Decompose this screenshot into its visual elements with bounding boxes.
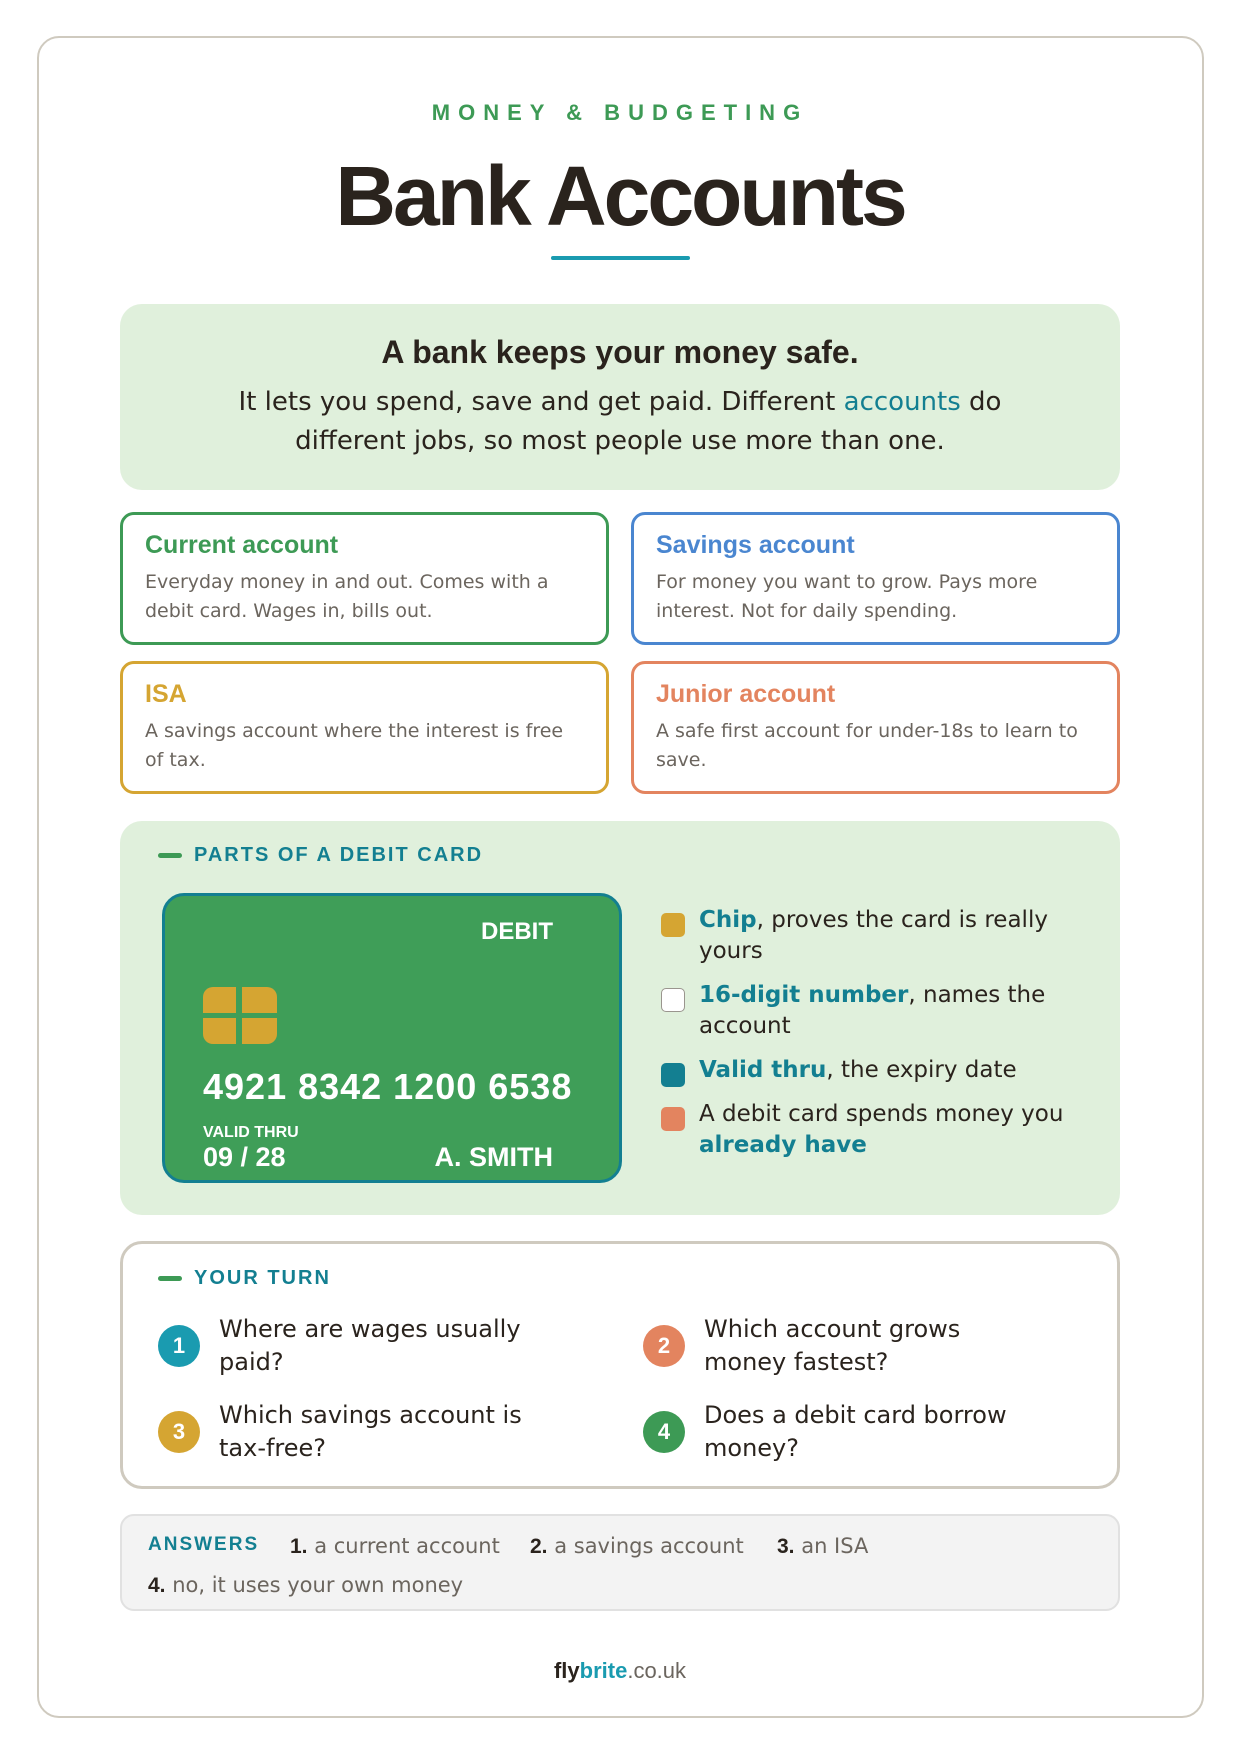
legend-key: 16-digit number bbox=[699, 982, 909, 1008]
card-number: 4921 8342 1200 6538 bbox=[203, 1066, 573, 1107]
question-text: Where are wages usually paid? bbox=[219, 1315, 521, 1376]
question-text: Does a debit card borrow money? bbox=[704, 1401, 1007, 1462]
question-text: Which account grows money fastest? bbox=[704, 1315, 961, 1376]
answer-item: 1. a current account bbox=[290, 1534, 500, 1558]
legend-key: already have bbox=[699, 1132, 867, 1158]
legend-text: , the expiry date bbox=[826, 1057, 1017, 1083]
legend-swatch bbox=[661, 988, 685, 1012]
account-description: A savings account where the interest is free of tax. bbox=[145, 720, 564, 771]
your-turn-title: YOUR TURN bbox=[194, 1267, 331, 1289]
intro-highlight: accounts bbox=[843, 387, 961, 417]
question-number-badge: 1 bbox=[158, 1325, 200, 1367]
account-title: Junior account bbox=[656, 680, 836, 708]
brand-part: fly bbox=[553, 1658, 580, 1683]
valid-thru-label: VALID THRU bbox=[203, 1124, 299, 1141]
chip-icon bbox=[203, 987, 277, 1044]
intro-text-1: It lets you spend, save and get paid. Different bbox=[238, 387, 844, 417]
account-title: Savings account bbox=[656, 531, 855, 559]
debit-card-illustration bbox=[162, 893, 622, 1183]
debit-section-title: PARTS OF A DEBIT CARD bbox=[194, 844, 484, 866]
legend-text: , names the account bbox=[699, 982, 1046, 1039]
question-item bbox=[158, 1313, 558, 1379]
legend-swatch bbox=[661, 1107, 685, 1131]
card-parts-legend bbox=[661, 905, 1091, 1174]
dash-icon bbox=[158, 853, 182, 858]
intro-text-2: do different jobs, so most people use more than one. bbox=[295, 387, 1002, 456]
legend-item-debit-note bbox=[661, 1099, 1091, 1161]
title-underline bbox=[551, 256, 690, 260]
account-description: A safe first account for under-18s to learn to save. bbox=[656, 720, 1078, 771]
account-title: Current account bbox=[145, 531, 339, 559]
question-number-badge: 4 bbox=[643, 1411, 685, 1453]
legend-item-valid-thru bbox=[661, 1055, 1091, 1086]
account-card-isa bbox=[120, 661, 609, 794]
legend-key: Valid thru bbox=[699, 1057, 827, 1083]
card-expiry: 09 / 28 bbox=[203, 1142, 286, 1172]
your-turn-panel bbox=[120, 1241, 1120, 1489]
brand-part: brite bbox=[579, 1658, 628, 1683]
legend-swatch bbox=[661, 1063, 685, 1087]
account-title: ISA bbox=[145, 680, 187, 708]
account-card-current bbox=[120, 512, 609, 645]
dash-icon bbox=[158, 1276, 182, 1281]
answers-label: ANSWERS bbox=[148, 1534, 260, 1555]
question-text: Which savings account is tax-free? bbox=[219, 1401, 522, 1462]
your-turn-heading bbox=[158, 1267, 331, 1290]
answers-box bbox=[120, 1514, 1120, 1611]
question-number-badge: 2 bbox=[643, 1325, 685, 1367]
answer-item: 3. an ISA bbox=[777, 1534, 869, 1558]
question-item bbox=[158, 1399, 558, 1465]
intro-body bbox=[190, 383, 1050, 461]
page-title: Bank Accounts bbox=[335, 149, 905, 243]
eyebrow-label: MONEY & BUDGETING bbox=[431, 100, 809, 125]
legend-item-chip bbox=[661, 905, 1091, 967]
account-description: For money you want to grow. Pays more interest. Not for daily spending. bbox=[656, 571, 1038, 622]
account-card-savings bbox=[631, 512, 1120, 645]
question-number-badge: 3 bbox=[158, 1411, 200, 1453]
legend-swatch bbox=[661, 913, 685, 937]
debit-section-heading bbox=[158, 844, 483, 867]
account-description: Everyday money in and out. Comes with a debit card. Wages in, bills out. bbox=[145, 571, 549, 622]
question-item bbox=[643, 1313, 1043, 1379]
question-item bbox=[643, 1399, 1043, 1465]
brand-domain: .co.uk bbox=[627, 1658, 687, 1683]
intro-panel bbox=[120, 304, 1120, 490]
cardholder-name: A. SMITH bbox=[434, 1142, 553, 1172]
legend-item-number bbox=[661, 980, 1091, 1042]
account-card-junior bbox=[631, 661, 1120, 794]
legend-text: A debit card spends money you bbox=[699, 1101, 1064, 1127]
answer-item: 4. no, it uses your own money bbox=[148, 1573, 464, 1597]
footer-brand bbox=[0, 1658, 1240, 1684]
debit-card-panel bbox=[120, 821, 1120, 1215]
intro-heading: A bank keeps your money safe. bbox=[381, 334, 859, 370]
answer-item: 2. a savings account bbox=[530, 1534, 744, 1558]
card-type-label: DEBIT bbox=[481, 918, 553, 945]
legend-text: , proves the card is really yours bbox=[699, 907, 1048, 964]
legend-key: Chip bbox=[699, 907, 757, 933]
